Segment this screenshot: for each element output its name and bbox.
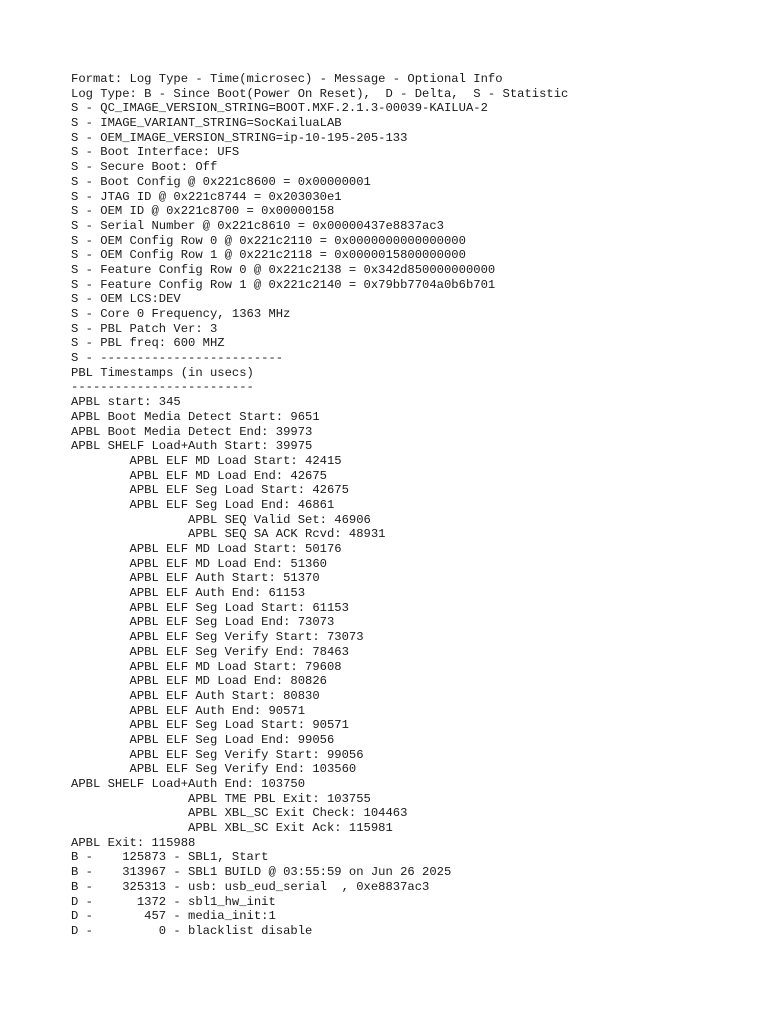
log-line: APBL ELF Auth End: 61153	[71, 586, 306, 601]
log-line: APBL SHELF Load+Auth End: 103750	[71, 777, 306, 791]
log-line: -------------------------	[71, 380, 254, 395]
log-line: B - 125873 - SBL1, Start	[71, 850, 269, 865]
log-line: APBL ELF MD Load Start: 50176	[71, 542, 342, 556]
log-line: S - Boot Interface: UFS	[71, 145, 240, 160]
log-line: APBL ELF Seg Load End: 46861	[71, 497, 335, 512]
log-line: B - 325313 - usb: usb_eud_serial , 0xe8837ac3	[71, 879, 430, 894]
log-line: S - Core 0 Frequency, 1363 MHz	[71, 307, 291, 321]
log-line: S - OEM ID @ 0x221c8700 = 0x00000158	[71, 204, 335, 219]
log-line: APBL ELF MD Load Start: 42415	[71, 453, 342, 468]
log-line: S - Boot Config @ 0x221c8600 = 0x00000001	[71, 174, 371, 189]
log-line: APBL ELF Seg Verify Start: 99056	[71, 747, 364, 762]
log-line: APBL XBL_SC Exit Ack: 115981	[71, 821, 393, 836]
log-line: Log Type: B - Since Boot(Power On Reset), D - Delta, S - Statistic	[71, 86, 569, 101]
log-line: APBL ELF Seg Load End: 99056	[71, 732, 335, 747]
log-line: S - PBL freq: 600 MHZ	[71, 336, 225, 351]
log-line: S - QC_IMAGE_VERSION_STRING=BOOT.MXF.2.1.3-00039-KAILUA-2	[71, 101, 488, 116]
log-line: APBL ELF Auth Start: 51370	[71, 571, 320, 586]
log-line: S - OEM Config Row 1 @ 0x221c2118 = 0x0000015800000000	[71, 248, 466, 263]
log-line: APBL Boot Media Detect Start: 9651	[71, 409, 320, 424]
log-line: APBL ELF Seg Verify End: 103560	[71, 762, 357, 777]
log-line: APBL ELF MD Load Start: 79608	[71, 659, 342, 674]
log-line: APBL XBL_SC Exit Check: 104463	[71, 806, 408, 821]
log-line: APBL ELF MD Load End: 80826	[71, 674, 327, 689]
log-line: S - IMAGE_VARIANT_STRING=SocKailuaLAB	[71, 116, 342, 131]
log-line: APBL ELF MD Load End: 51360	[71, 556, 327, 571]
log-line: APBL SHELF Load+Auth Start: 39975	[71, 439, 313, 454]
log-line: S - OEM Config Row 0 @ 0x221c2110 = 0x0000000000000000	[71, 233, 466, 248]
log-line: APBL TME PBL Exit: 103755	[71, 791, 371, 806]
log-line: S - -------------------------	[71, 351, 284, 366]
log-line: S - Serial Number @ 0x221c8610 = 0x00000437e8837ac3	[71, 218, 444, 233]
log-line: APBL Boot Media Detect End: 39973	[71, 424, 313, 439]
log-line: APBL Exit: 115988	[71, 835, 196, 850]
log-line: D - 0 - blacklist disable	[71, 923, 313, 938]
log-line: APBL ELF Seg Load Start: 42675	[71, 483, 349, 498]
log-line: S - JTAG ID @ 0x221c8744 = 0x203030e1	[71, 189, 342, 204]
log-line: APBL ELF Seg Load Start: 90571	[71, 718, 349, 733]
log-line: S - OEM_IMAGE_VERSION_STRING=ip-10-195-205-133	[71, 130, 408, 145]
log-line: APBL SEQ Valid Set: 46906	[71, 512, 371, 527]
log-line: S - OEM LCS:DEV	[71, 292, 181, 307]
log-line: APBL SEQ SA ACK Rcvd: 48931	[71, 527, 386, 542]
log-line: APBL ELF Auth End: 90571	[71, 703, 306, 718]
log-line: S - Feature Config Row 1 @ 0x221c2140 = 0x79bb7704a0b6b701	[71, 277, 496, 292]
log-line: APBL ELF Auth Start: 80830	[71, 688, 320, 703]
log-line: B - 313967 - SBL1 BUILD @ 03:55:59 on Jun 26 2025	[71, 865, 452, 880]
log-line: D - 1372 - sbl1_hw_init	[71, 894, 276, 909]
log-line: APBL ELF MD Load End: 42675	[71, 468, 327, 483]
log-line: APBL start: 345	[71, 395, 181, 410]
log-line: APBL ELF Seg Verify Start: 73073	[71, 630, 364, 645]
log-line: PBL Timestamps (in usecs)	[71, 365, 254, 380]
log-line: APBL ELF Seg Load End: 73073	[71, 615, 335, 630]
log-line: S - Feature Config Row 0 @ 0x221c2138 = 0x342d850000000000	[71, 262, 496, 277]
log-line: Format: Log Type - Time(microsec) - Message - Optional Info	[71, 72, 503, 86]
log-line: S - PBL Patch Ver: 3	[71, 321, 218, 336]
log-line: D - 457 - media_init:1	[71, 909, 276, 924]
boot-log	[71, 72, 568, 939]
log-line: APBL ELF Seg Load Start: 61153	[71, 600, 349, 615]
log-line: S - Secure Boot: Off	[71, 160, 218, 175]
log-line: APBL ELF Seg Verify End: 78463	[71, 644, 349, 659]
